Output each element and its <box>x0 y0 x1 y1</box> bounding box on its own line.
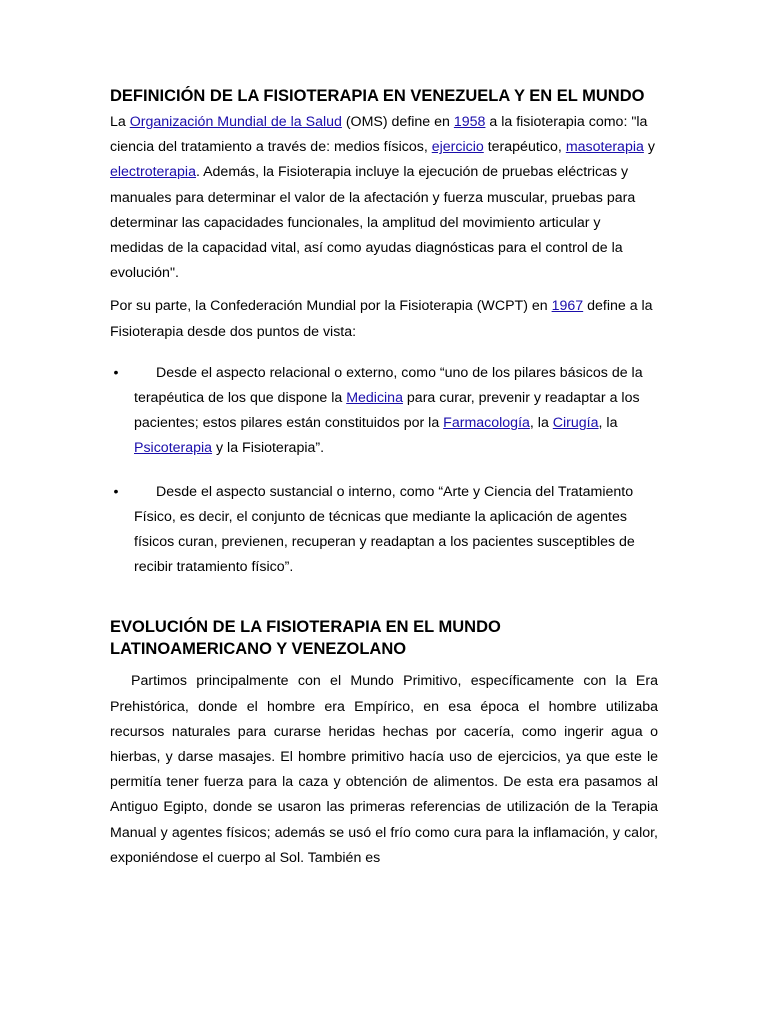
link-1967[interactable]: 1967 <box>551 298 584 315</box>
link-cirugia[interactable]: Cirugía <box>552 415 599 432</box>
link-ejercicio[interactable]: ejercicio <box>431 139 484 156</box>
document-page <box>110 84 658 871</box>
bullet-icon: • <box>113 483 119 500</box>
link-masoterapia[interactable]: masoterapia <box>565 139 644 156</box>
link-farmacologia[interactable]: Farmacología <box>443 415 530 432</box>
text-span: terapéutico, <box>483 139 566 156</box>
link-psicoterapia[interactable]: Psicoterapia <box>134 440 213 457</box>
link-1958[interactable]: 1958 <box>453 114 486 130</box>
link-medicina[interactable]: Medicina <box>346 390 403 407</box>
text-span: , la <box>598 415 618 432</box>
text-span: . Además, la Fisioterapia incluye la ejecución de pruebas eléctricas y manuales para determinar el valor de la afectación y fuerza muscular, pruebas para determinar las capacidades funcionales, la amplitud del movimiento articular y medidas de la capacidad vital, así como ayudas diagnósticas para el control de la evolución". <box>110 164 636 282</box>
paragraph-oms-definition <box>110 110 658 286</box>
text-span: (OMS) define en <box>341 114 454 130</box>
text-span: define a la Fisioterapia desde dos puntos de vista: <box>110 298 653 340</box>
text-span: a la fisioterapia como: "la ciencia del tratamiento a través de: medios físicos, <box>110 114 648 156</box>
paragraph-wcpt <box>110 294 658 344</box>
text-span: para curar, prevenir y readaptar a los pacientes; estos pilares están constituidos por la <box>134 390 640 432</box>
text-span: y la Fisioterapia”. <box>212 440 325 457</box>
link-electroterapia[interactable]: electroterapia <box>110 164 196 181</box>
section-heading-evolucion: EVOLUCIÓN DE LA FISIOTERAPIA EN EL MUNDO LATINOAMERICANO Y VENEZOLANO <box>110 618 501 659</box>
text-span: , la <box>529 415 553 432</box>
text-span: Desde el aspecto relacional o externo, como “uno de los pilares básicos de la terapéutica de los que dispone la <box>134 364 643 407</box>
link-oms[interactable]: Organización Mundial de la Salud <box>129 114 342 130</box>
text-span: y <box>643 139 655 156</box>
text-span: Desde el aspecto sustancial o interno, como “Arte y Ciencia del Tratamiento Físico, es decir, el conjunto de técnicas que mediante la aplicación de agentes físicos curan, previenen, recuperan y readaptan a los pacientes susceptibles de recibir tratamiento físico”. <box>134 483 635 576</box>
list-item-relational <box>110 361 658 462</box>
section-heading-definicion: DEFINICIÓN DE LA FISIOTERAPIA EN VENEZUELA Y EN EL MUNDO <box>110 87 645 105</box>
text-span: La <box>110 114 130 130</box>
list-item-substantial <box>110 480 658 581</box>
bullet-list <box>110 361 658 581</box>
bullet-icon: • <box>113 364 119 381</box>
text-span: Por su parte, la Confederación Mundial por la Fisioterapia (WCPT) en <box>110 298 552 315</box>
paragraph-evolution: Partimos principalmente con el Mundo Primitivo, específicamente con la Era Prehistórica, donde el hombre era Empírico, en esa época el hombre utilizaba recursos naturales para curarse heridas hechas por cacería, como ingerir agua o hierbas, y darse masajes. El hombre primitivo hacía uso de ejercicios, ya que este le permitía tener fuerza para la caza y obtención de alimentos. De esta era pasamos al Antiguo Egipto, donde se usaron las primeras referencias de utilización de la Terapia Manual y agentes físicos; además se usó el frío como cura para la inflamación, y calor, exponiéndose el cuerpo al Sol. También es <box>110 673 658 866</box>
